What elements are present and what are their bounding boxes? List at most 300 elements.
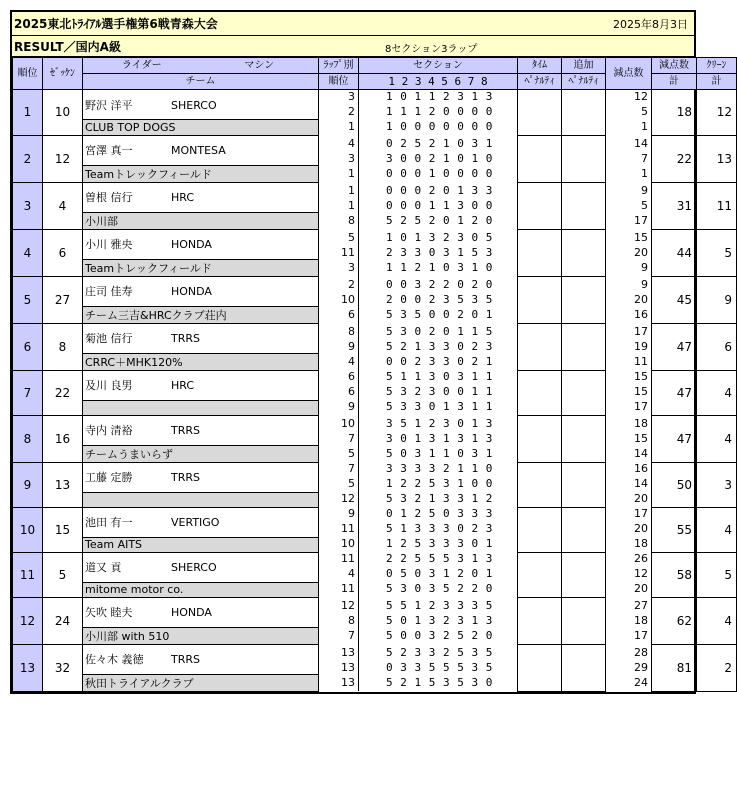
rider-name: 工藤 定勝 bbox=[85, 471, 133, 484]
zekken-cell: 24 bbox=[43, 597, 83, 644]
lap-points: 14 bbox=[634, 137, 648, 150]
zekken-cell: 10 bbox=[43, 90, 83, 136]
lap-points-cell bbox=[606, 182, 652, 229]
time-penalty-cell bbox=[518, 323, 562, 370]
time-penalty-cell bbox=[518, 135, 562, 182]
lap-sections: 5 3 0 3 5 2 2 0 bbox=[386, 582, 493, 595]
rank-cell: 10 bbox=[13, 507, 43, 552]
total-cell: 47 bbox=[652, 370, 697, 415]
team-name: 小川部 with 510 bbox=[83, 627, 319, 644]
team-name: チーム三吉&HRCクラブ荘内 bbox=[83, 306, 319, 323]
total-cell: 81 bbox=[652, 644, 697, 691]
time-penalty-cell bbox=[518, 276, 562, 323]
time-penalty-cell bbox=[518, 597, 562, 644]
rider-name: 菊池 信行 bbox=[85, 332, 133, 345]
add-penalty-cell bbox=[562, 90, 606, 136]
lap-ranks-cell bbox=[319, 552, 359, 597]
lap-points: 11 bbox=[634, 355, 648, 368]
lap-sections: 5 0 0 3 2 5 2 0 bbox=[386, 629, 493, 642]
zekken-cell: 16 bbox=[43, 415, 83, 462]
lap-ranks-cell bbox=[319, 135, 359, 182]
total-cell: 45 bbox=[652, 276, 697, 323]
col-points: 減点数 bbox=[606, 58, 652, 90]
team-name: 秋田トライアルクラブ bbox=[83, 674, 319, 691]
machine-name: HONDA bbox=[171, 285, 212, 298]
lap-rank: 11 bbox=[341, 522, 355, 535]
result-row bbox=[13, 552, 737, 582]
lap-rank: 1 bbox=[348, 167, 355, 180]
lap-points-cell bbox=[606, 552, 652, 597]
lap-points-cell bbox=[606, 229, 652, 276]
lap-points: 24 bbox=[634, 676, 648, 689]
rank-cell: 1 bbox=[13, 90, 43, 136]
clean-cell: 13 bbox=[697, 135, 737, 182]
lap-points: 17 bbox=[634, 325, 648, 338]
lap-points-cell bbox=[606, 415, 652, 462]
lap-points: 16 bbox=[634, 308, 648, 321]
lap-sections: 5 0 3 1 1 0 3 1 bbox=[386, 447, 493, 460]
lap-sections: 3 5 1 2 3 0 1 3 bbox=[386, 417, 493, 430]
header-title-row bbox=[12, 12, 694, 36]
lap-points: 28 bbox=[634, 646, 648, 659]
rider-machine-cell bbox=[83, 597, 319, 627]
lap-rank: 4 bbox=[348, 567, 355, 580]
lap-ranks-cell bbox=[319, 229, 359, 276]
total-cell: 22 bbox=[652, 135, 697, 182]
lap-rank: 3 bbox=[348, 261, 355, 274]
rider-name: 庄司 佳寿 bbox=[85, 285, 133, 298]
lap-sections: 3 3 3 3 2 1 1 0 bbox=[386, 462, 493, 475]
col-clean-1: ｸﾘｰﾝ bbox=[697, 58, 737, 74]
rider-machine-cell bbox=[83, 370, 319, 400]
rider-machine-cell bbox=[83, 276, 319, 306]
section-scores-cell bbox=[359, 276, 518, 323]
time-penalty-cell bbox=[518, 229, 562, 276]
lap-points: 27 bbox=[634, 599, 648, 612]
rider-name: 寺内 清裕 bbox=[85, 424, 133, 437]
col-lap-rank-1: ﾗｯﾌﾟ別 bbox=[319, 58, 359, 74]
section-scores-cell bbox=[359, 182, 518, 229]
lap-points: 7 bbox=[641, 152, 648, 165]
lap-points: 15 bbox=[634, 432, 648, 445]
rank-cell: 2 bbox=[13, 135, 43, 182]
team-name: 小川部 bbox=[83, 212, 319, 229]
col-team: チーム bbox=[83, 74, 319, 90]
lap-rank: 1 bbox=[348, 184, 355, 197]
add-penalty-cell bbox=[562, 370, 606, 415]
team-name: Teamトレックフィールド bbox=[83, 259, 319, 276]
lap-rank: 9 bbox=[348, 400, 355, 413]
lap-sections: 1 2 5 3 3 3 0 1 bbox=[386, 537, 493, 550]
lap-sections: 0 3 3 5 5 5 3 5 bbox=[386, 661, 493, 674]
zekken-cell: 27 bbox=[43, 276, 83, 323]
lap-rank: 10 bbox=[341, 293, 355, 306]
rank-cell: 5 bbox=[13, 276, 43, 323]
rider-name: 曽根 信行 bbox=[85, 191, 133, 204]
lap-ranks-cell bbox=[319, 415, 359, 462]
lap-points: 19 bbox=[634, 340, 648, 353]
section-scores-cell bbox=[359, 507, 518, 552]
lap-rank: 11 bbox=[341, 582, 355, 595]
team-name bbox=[83, 400, 319, 415]
lap-sections: 5 3 5 0 0 2 0 1 bbox=[386, 308, 493, 321]
total-cell: 62 bbox=[652, 597, 697, 644]
col-total-2: 計 bbox=[652, 74, 697, 90]
lap-rank: 8 bbox=[348, 614, 355, 627]
time-penalty-cell bbox=[518, 644, 562, 691]
lap-rank: 10 bbox=[341, 537, 355, 550]
rank-cell: 4 bbox=[13, 229, 43, 276]
lap-sections: 5 3 2 1 3 3 1 2 bbox=[386, 492, 493, 505]
lap-rank: 9 bbox=[348, 340, 355, 353]
add-penalty-cell bbox=[562, 552, 606, 597]
lap-ranks-cell bbox=[319, 323, 359, 370]
lap-points: 18 bbox=[634, 417, 648, 430]
lap-rank: 4 bbox=[348, 137, 355, 150]
lap-points: 18 bbox=[634, 614, 648, 627]
lap-sections: 0 0 0 1 1 3 0 0 bbox=[386, 199, 493, 212]
rider-name: 道又 貢 bbox=[85, 561, 122, 574]
lap-points: 15 bbox=[634, 370, 648, 383]
lap-points-cell bbox=[606, 90, 652, 136]
time-penalty-cell bbox=[518, 182, 562, 229]
clean-cell: 6 bbox=[697, 323, 737, 370]
lap-ranks-cell bbox=[319, 644, 359, 691]
add-penalty-cell bbox=[562, 276, 606, 323]
clean-cell: 9 bbox=[697, 276, 737, 323]
lap-ranks-cell bbox=[319, 90, 359, 136]
lap-points: 17 bbox=[634, 214, 648, 227]
lap-points-cell bbox=[606, 135, 652, 182]
lap-rank: 5 bbox=[348, 231, 355, 244]
lap-points: 20 bbox=[634, 582, 648, 595]
lap-sections: 5 2 5 2 0 1 2 0 bbox=[386, 214, 493, 227]
lap-points: 5 bbox=[641, 199, 648, 212]
col-clean-2: 計 bbox=[697, 74, 737, 90]
section-scores-cell bbox=[359, 415, 518, 462]
rider-machine-cell bbox=[83, 90, 319, 120]
section-scores-cell bbox=[359, 90, 518, 136]
col-time-pen-1: ﾀｲﾑ bbox=[518, 58, 562, 74]
event-date: 2025年8月3日 bbox=[613, 17, 688, 31]
machine-name: MONTESA bbox=[171, 144, 226, 157]
lap-rank: 7 bbox=[348, 432, 355, 445]
time-penalty-cell bbox=[518, 462, 562, 507]
machine-name: HONDA bbox=[171, 606, 212, 619]
rider-machine-cell bbox=[83, 644, 319, 674]
machine-name: TRRS bbox=[171, 424, 200, 437]
rider-name: 野沢 洋平 bbox=[85, 98, 133, 112]
lap-ranks-cell bbox=[319, 370, 359, 415]
rider-machine-cell bbox=[83, 135, 319, 165]
lap-rank: 6 bbox=[348, 385, 355, 398]
zekken-cell: 15 bbox=[43, 507, 83, 552]
zekken-cell: 4 bbox=[43, 182, 83, 229]
lap-rank: 1 bbox=[348, 120, 355, 133]
results-table bbox=[12, 57, 737, 692]
lap-sections: 1 0 0 0 0 0 0 0 bbox=[386, 120, 493, 133]
total-cell: 44 bbox=[652, 229, 697, 276]
lap-sections: 5 1 1 3 0 3 1 1 bbox=[386, 370, 493, 383]
col-rider: ライダー bbox=[121, 59, 162, 71]
lap-sections: 0 1 2 5 0 3 3 3 bbox=[386, 507, 493, 520]
rider-machine-cell bbox=[83, 507, 319, 537]
lap-sections: 0 5 0 3 1 2 0 1 bbox=[386, 567, 493, 580]
lap-rank: 10 bbox=[341, 417, 355, 430]
total-cell: 50 bbox=[652, 462, 697, 507]
lap-sections: 0 0 0 2 0 1 3 3 bbox=[386, 184, 493, 197]
class-title: RESULT／国内A級 bbox=[14, 39, 121, 54]
lap-sections: 5 0 1 3 2 3 1 3 bbox=[386, 614, 493, 627]
lap-sections: 5 1 3 3 3 0 2 3 bbox=[386, 522, 493, 535]
machine-name: HONDA bbox=[171, 238, 212, 251]
section-scores-cell bbox=[359, 229, 518, 276]
rider-name: 池田 有一 bbox=[85, 516, 133, 529]
machine-name: HRC bbox=[171, 191, 195, 204]
rank-cell: 12 bbox=[13, 597, 43, 644]
result-row bbox=[13, 323, 737, 353]
lap-points: 9 bbox=[641, 261, 648, 274]
lap-ranks-cell bbox=[319, 507, 359, 552]
rider-machine-cell bbox=[83, 552, 319, 582]
col-total-1: 減点数 bbox=[652, 58, 697, 74]
lap-points: 17 bbox=[634, 400, 648, 413]
section-scores-cell bbox=[359, 370, 518, 415]
total-cell: 47 bbox=[652, 323, 697, 370]
total-cell: 18 bbox=[652, 90, 697, 136]
add-penalty-cell bbox=[562, 644, 606, 691]
section-scores-cell bbox=[359, 135, 518, 182]
result-row bbox=[13, 597, 737, 627]
lap-sections: 0 2 5 2 1 0 3 1 bbox=[386, 137, 493, 150]
rider-name: 矢吹 睦夫 bbox=[85, 606, 133, 619]
zekken-cell: 5 bbox=[43, 552, 83, 597]
machine-name: VERTIGO bbox=[171, 516, 220, 529]
lap-rank: 12 bbox=[341, 599, 355, 612]
lap-rank: 13 bbox=[341, 646, 355, 659]
lap-rank: 2 bbox=[348, 278, 355, 291]
clean-cell: 4 bbox=[697, 507, 737, 552]
lap-rank: 11 bbox=[341, 246, 355, 259]
lap-rank: 13 bbox=[341, 676, 355, 689]
team-name: Teamトレックフィールド bbox=[83, 165, 319, 182]
team-name: CRRC＋MHK120% bbox=[83, 353, 319, 370]
machine-name: TRRS bbox=[171, 471, 200, 484]
add-penalty-cell bbox=[562, 182, 606, 229]
event-title: 2025東北ﾄﾗｲｱﾙ選手権第6戦青森大会 bbox=[14, 17, 218, 31]
lap-points: 15 bbox=[634, 231, 648, 244]
lap-sections: 5 2 3 3 2 5 3 5 bbox=[386, 646, 493, 659]
lap-ranks-cell bbox=[319, 276, 359, 323]
lap-points-cell bbox=[606, 507, 652, 552]
result-row bbox=[13, 90, 737, 120]
lap-points-cell bbox=[606, 644, 652, 691]
add-penalty-cell bbox=[562, 597, 606, 644]
lap-points: 15 bbox=[634, 385, 648, 398]
lap-sections: 5 2 1 3 3 0 2 3 bbox=[386, 340, 493, 353]
lap-rank: 1 bbox=[348, 199, 355, 212]
lap-rank: 6 bbox=[348, 370, 355, 383]
section-scores-cell bbox=[359, 552, 518, 597]
rider-machine-cell bbox=[83, 229, 319, 259]
rider-name: 小川 雅央 bbox=[85, 238, 133, 251]
lap-points-cell bbox=[606, 597, 652, 644]
machine-name: SHERCO bbox=[171, 98, 217, 112]
sections-info: 8セクション3ラップ bbox=[385, 44, 478, 55]
rank-cell: 13 bbox=[13, 644, 43, 691]
lap-rank: 3 bbox=[348, 90, 355, 103]
lap-points: 17 bbox=[634, 507, 648, 520]
lap-sections: 0 0 2 3 3 0 2 1 bbox=[386, 355, 493, 368]
rider-name: 及川 良男 bbox=[85, 379, 133, 392]
result-row bbox=[13, 135, 737, 165]
machine-name: SHERCO bbox=[171, 561, 217, 574]
team-name: Team AITS bbox=[83, 537, 319, 552]
rider-machine-cell bbox=[83, 462, 319, 492]
lap-rank: 8 bbox=[348, 214, 355, 227]
lap-rank: 11 bbox=[341, 552, 355, 565]
lap-points: 20 bbox=[634, 492, 648, 505]
lap-points: 1 bbox=[641, 167, 648, 180]
lap-points: 29 bbox=[634, 661, 648, 674]
zekken-cell: 22 bbox=[43, 370, 83, 415]
result-row bbox=[13, 462, 737, 492]
lap-sections: 0 0 0 1 0 0 0 0 bbox=[386, 167, 493, 180]
result-row bbox=[13, 276, 737, 306]
add-penalty-cell bbox=[562, 462, 606, 507]
lap-rank: 7 bbox=[348, 629, 355, 642]
clean-cell: 4 bbox=[697, 370, 737, 415]
section-scores-cell bbox=[359, 462, 518, 507]
clean-cell: 5 bbox=[697, 552, 737, 597]
lap-rank: 13 bbox=[341, 661, 355, 674]
lap-points: 17 bbox=[634, 629, 648, 642]
lap-ranks-cell bbox=[319, 182, 359, 229]
col-machine: マシン bbox=[244, 59, 275, 71]
result-row bbox=[13, 507, 737, 537]
total-cell: 55 bbox=[652, 507, 697, 552]
lap-rank: 6 bbox=[348, 308, 355, 321]
rider-name: 宮澤 真一 bbox=[85, 144, 133, 157]
col-rider-machine bbox=[83, 58, 319, 74]
lap-rank: 7 bbox=[348, 462, 355, 475]
lap-points: 16 bbox=[634, 462, 648, 475]
rider-machine-cell bbox=[83, 415, 319, 445]
lap-sections: 0 0 3 2 2 0 2 0 bbox=[386, 278, 493, 291]
team-name: チームうまいらず bbox=[83, 445, 319, 462]
lap-sections: 1 1 2 1 0 3 1 0 bbox=[386, 261, 493, 274]
team-name: CLUB TOP DOGS bbox=[83, 120, 319, 135]
lap-points: 26 bbox=[634, 552, 648, 565]
lap-rank: 8 bbox=[348, 325, 355, 338]
col-time-pen-2: ﾍﾟﾅﾙﾃｨ bbox=[518, 74, 562, 90]
lap-points: 12 bbox=[634, 90, 648, 103]
time-penalty-cell bbox=[518, 90, 562, 136]
zekken-cell: 12 bbox=[43, 135, 83, 182]
lap-points: 18 bbox=[634, 537, 648, 550]
col-rank: 順位 bbox=[13, 58, 43, 90]
clean-cell: 12 bbox=[697, 90, 737, 136]
add-penalty-cell bbox=[562, 229, 606, 276]
lap-sections: 1 1 1 2 0 0 0 0 bbox=[386, 105, 493, 118]
add-penalty-cell bbox=[562, 135, 606, 182]
lap-points-cell bbox=[606, 323, 652, 370]
lap-sections: 5 2 1 5 3 5 3 0 bbox=[386, 676, 493, 689]
lap-sections: 2 2 5 5 5 3 1 3 bbox=[386, 552, 493, 565]
section-scores-cell bbox=[359, 323, 518, 370]
lap-points: 12 bbox=[634, 567, 648, 580]
clean-cell: 5 bbox=[697, 229, 737, 276]
lap-sections: 2 3 3 0 3 1 5 3 bbox=[386, 246, 493, 259]
result-row bbox=[13, 370, 737, 400]
zekken-cell: 32 bbox=[43, 644, 83, 691]
clean-cell: 4 bbox=[697, 415, 737, 462]
results-sheet bbox=[10, 10, 732, 694]
machine-name: TRRS bbox=[171, 653, 200, 666]
lap-sections: 1 2 2 5 3 1 0 0 bbox=[386, 477, 493, 490]
lap-points-cell bbox=[606, 276, 652, 323]
lap-sections: 3 0 1 3 1 3 1 3 bbox=[386, 432, 493, 445]
lap-points: 14 bbox=[634, 477, 648, 490]
col-section-nums: 1 2 3 4 5 6 7 8 bbox=[359, 74, 518, 90]
time-penalty-cell bbox=[518, 370, 562, 415]
machine-name: TRRS bbox=[171, 332, 200, 345]
total-cell: 31 bbox=[652, 182, 697, 229]
lap-sections: 1 0 1 1 2 3 1 3 bbox=[386, 90, 493, 103]
time-penalty-cell bbox=[518, 507, 562, 552]
lap-points: 1 bbox=[641, 120, 648, 133]
lap-sections: 1 0 1 3 2 3 0 5 bbox=[386, 231, 493, 244]
add-penalty-cell bbox=[562, 507, 606, 552]
lap-points: 20 bbox=[634, 522, 648, 535]
col-lap-rank-2: 順位 bbox=[319, 74, 359, 90]
result-row bbox=[13, 415, 737, 445]
lap-sections: 3 0 0 2 1 0 1 0 bbox=[386, 152, 493, 165]
lap-rank: 9 bbox=[348, 507, 355, 520]
header-subtitle-row bbox=[12, 36, 694, 57]
col-section: セクション bbox=[359, 58, 518, 74]
lap-ranks-cell bbox=[319, 462, 359, 507]
clean-cell: 11 bbox=[697, 182, 737, 229]
add-penalty-cell bbox=[562, 415, 606, 462]
time-penalty-cell bbox=[518, 552, 562, 597]
lap-points-cell bbox=[606, 462, 652, 507]
result-row bbox=[13, 229, 737, 259]
rank-cell: 3 bbox=[13, 182, 43, 229]
results-body bbox=[13, 90, 737, 692]
machine-name: HRC bbox=[171, 379, 195, 392]
zekken-cell: 6 bbox=[43, 229, 83, 276]
lap-points-cell bbox=[606, 370, 652, 415]
lap-points: 20 bbox=[634, 246, 648, 259]
lap-sections: 5 3 2 3 0 0 1 1 bbox=[386, 385, 493, 398]
result-row bbox=[13, 182, 737, 212]
rider-name: 佐々木 義徳 bbox=[85, 653, 144, 666]
lap-sections: 5 3 0 2 0 1 1 5 bbox=[386, 325, 493, 338]
lap-sections: 5 3 3 0 1 3 1 1 bbox=[386, 400, 493, 413]
section-scores-cell bbox=[359, 597, 518, 644]
rank-cell: 6 bbox=[13, 323, 43, 370]
lap-points: 9 bbox=[641, 184, 648, 197]
rank-cell: 9 bbox=[13, 462, 43, 507]
lap-points: 20 bbox=[634, 293, 648, 306]
zekken-cell: 8 bbox=[43, 323, 83, 370]
lap-rank: 12 bbox=[341, 492, 355, 505]
add-penalty-cell bbox=[562, 323, 606, 370]
lap-sections: 2 0 0 2 3 5 3 5 bbox=[386, 293, 493, 306]
lap-rank: 3 bbox=[348, 152, 355, 165]
col-add-pen-1: 追加 bbox=[562, 58, 606, 74]
